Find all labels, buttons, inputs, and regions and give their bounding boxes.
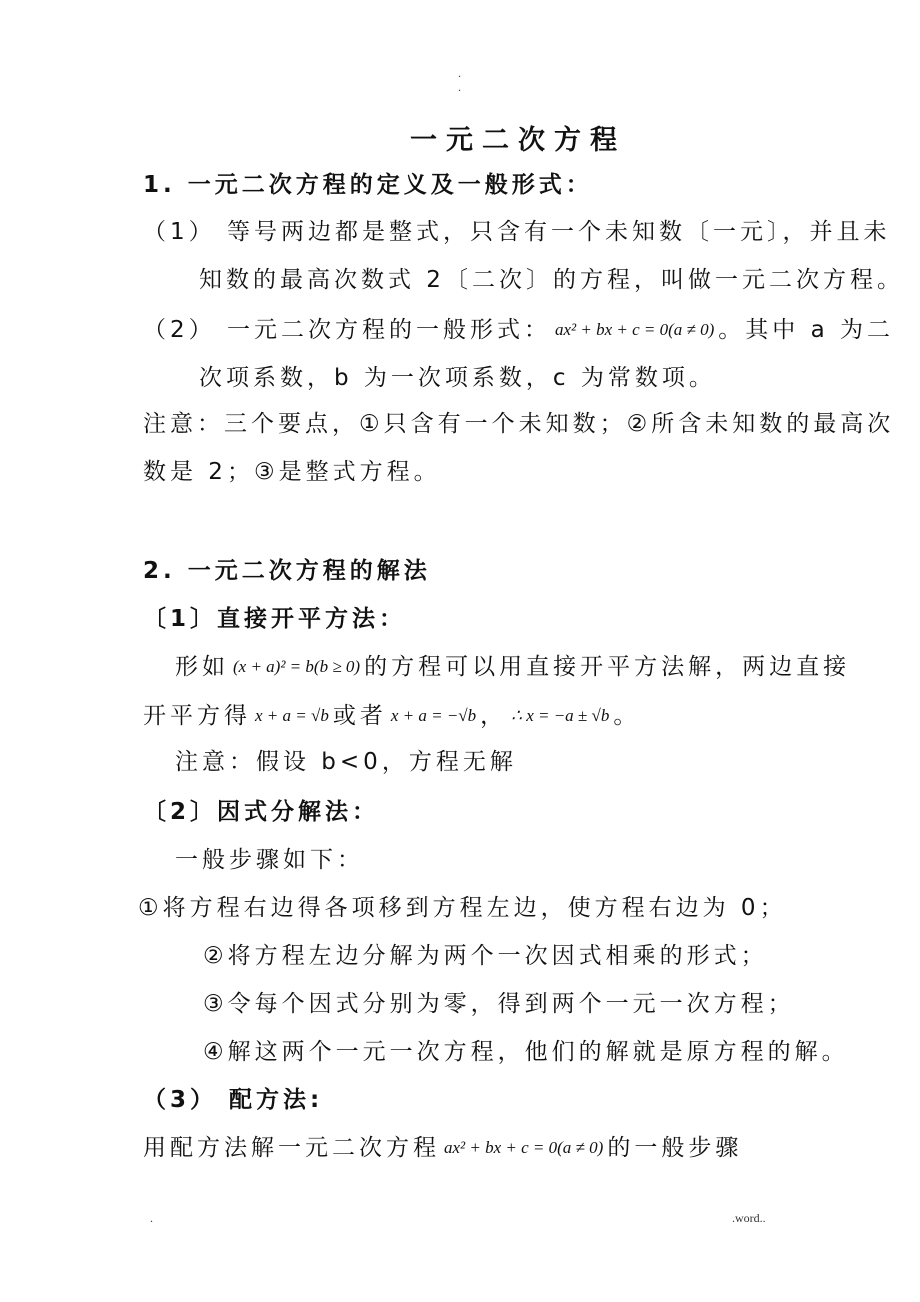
method1-line1-prefix: 形如 (175, 654, 229, 680)
method2-step-3: ③令每个因式分别为零，得到两个一元一次方程； (203, 991, 795, 1017)
method3-line-prefix: 用配方法解一元二次方程 (143, 1135, 440, 1161)
note-line-1: 注意：三个要点，①只含有一个未知数；②所含未知数的最高次 (143, 411, 895, 437)
general-form-formula: ax² + bx + c = 0(a ≠ 0) (554, 320, 715, 339)
method1-line1-suffix: 的方程可以用直接开平方法解，两边直接 (364, 654, 851, 680)
method1-line2-mid: 或者 (332, 703, 387, 729)
method1-formula-negative-root: x + a = −√b (390, 706, 477, 725)
footer-right-mark: .word.. (732, 1211, 766, 1225)
method1-line2-end: 。 (613, 703, 641, 729)
method1-note: 注意：假设 b<0，方程无解 (175, 749, 517, 775)
method1-line-2 (143, 701, 640, 731)
method2-intro: 一般步骤如下： (175, 847, 364, 873)
method1-line2-comma: ， (480, 703, 508, 729)
method1-formula-positive-root: x + a = √b (255, 706, 329, 725)
method3-line (143, 1133, 742, 1163)
general-form-line-1 (143, 315, 894, 345)
method2-step-4: ④解这两个一元一次方程，他们的解就是原方程的解。 (203, 1039, 849, 1065)
general-form-prefix: （2） 一元二次方程的一般形式： (143, 317, 551, 343)
method3-line-formula: ax² + bx + c = 0(a ≠ 0) (444, 1138, 604, 1157)
method1-line1-formula: (x + a)² = b(b ≥ 0) (233, 657, 361, 676)
method2-step-2: ②将方程左边分解为两个一次因式相乘的形式； (203, 943, 768, 969)
definition-line-1: （1） 等号两边都是整式，只含有一个未知数〔一元〕，并且未 (143, 219, 891, 245)
method2-step-1: ①将方程右边得各项移到方程左边，使方程右边为 0； (138, 895, 787, 921)
note-line-2: 数是 2；③是整式方程。 (143, 459, 441, 485)
method1-heading: 〔1〕直接开平方法： (143, 606, 407, 632)
general-form-suffix: 。其中 a 为二 (718, 317, 894, 343)
method3-line-suffix: 的一般步骤 (607, 1135, 743, 1161)
page-title: 一元二次方程 (410, 125, 626, 156)
definition-line-2: 知数的最高次数式 2〔二次〕的方程，叫做一元二次方程。 (199, 267, 904, 293)
section1-heading: 1. 一元二次方程的定义及一般形式： (143, 172, 593, 198)
method3-heading: （3） 配方法: (143, 1087, 324, 1113)
method2-heading: 〔2〕因式分解法： (143, 799, 380, 825)
method1-line2-prefix: 开平方得 (143, 703, 251, 729)
footer-left-mark: . (150, 1211, 153, 1225)
method1-line-1 (175, 652, 850, 682)
header-mark: . (458, 66, 461, 80)
general-form-line-2: 次项系数，b 为一次项系数，c 为常数项。 (199, 365, 716, 391)
method1-formula-solution: ∴ x = −a ± √b (511, 706, 610, 725)
header-mark-lower: . (458, 80, 461, 94)
section2-heading: 2. 一元二次方程的解法 (143, 558, 431, 584)
